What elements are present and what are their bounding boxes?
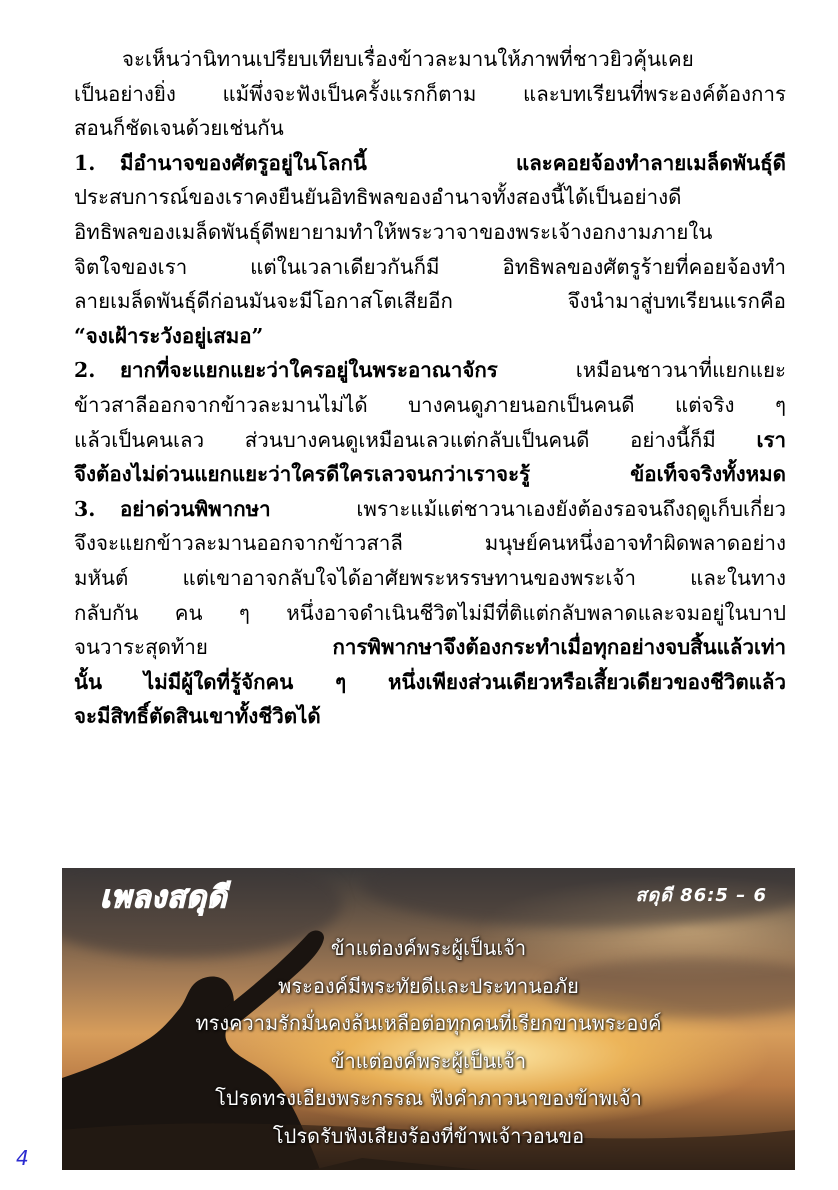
lesson-3-heading — [74, 492, 786, 527]
psalm-banner — [62, 868, 795, 1170]
lesson-1-emphasis: “จงเฝ้าระวังอยู่เสมอ” — [74, 323, 264, 348]
page-number: 4 — [16, 1146, 29, 1170]
lesson-2-line-2: ข้าวสาลีออกจากข้าวละมานไม่ได้ บางคนดูภายนอกเป็นคนดี แต่จริง ๆ — [74, 392, 786, 417]
psalm-line: โปรดทรงเอียงพระกรรณ ฟังคำภาวนาของข้าพเจ้า — [215, 1086, 642, 1110]
psalm-line: ข้าแต่องค์พระผู้เป็นเจ้า — [330, 1048, 527, 1073]
lesson-1-line-3: จิตใจของเรา แต่ในเวลาเดียวกันก็มี อิทธิพลของศัตรูร้ายที่คอยจ้องทำ — [74, 254, 786, 279]
psalm-line: ข้าแต่องค์พระผู้เป็นเจ้า — [330, 936, 527, 960]
lesson-1-line-4: ลายเมล็ดพันธุ์ดีก่อนมันจะมีโอกาสโตเสียอีก จึงนำมาสู่บทเรียนแรกคือ — [74, 289, 786, 314]
psalm-line: พระองค์มีพระทัยดีและประทานอภัย — [278, 973, 579, 998]
banner-title: เพลงสดุดี — [100, 880, 228, 915]
psalm-line: โปรดรับฟังเสียงร้องที่ข้าพเจ้าวอนขอ — [272, 1123, 585, 1148]
lesson-3-line-3: มหันต์ แต่เขาอาจกลับใจได้อาศัยพระหรรษทานของพระเจ้า และในทาง — [74, 565, 786, 590]
lesson-3-line-5-plain: จนวาระสุดท้าย — [74, 635, 333, 660]
psalm-reference: สดุดี 86:5 – 6 — [635, 885, 767, 906]
lesson-2-line-3-plain: แล้วเป็นคนเลว ส่วนบางคนดูเหมือนเลวแต่กลับเป็นคนดี อย่างนี้ก็มี — [74, 427, 757, 452]
lesson-2-heading-text: ยากที่จะแยกแยะว่าใครอยู่ในพระอาณาจักร — [120, 358, 498, 383]
lesson-1-heading — [74, 146, 786, 181]
lesson-2-number: 2. — [74, 358, 96, 383]
lesson-2-line-1-rest: เหมือนชาวนาที่แยกแยะ — [497, 358, 786, 383]
intro-line-3: สอนก็ชัดเจนด้วยเช่นกัน — [74, 116, 284, 141]
lesson-3-line-5 — [74, 630, 786, 665]
psalm-verses — [62, 930, 795, 1155]
lesson-2-line-3 — [74, 423, 786, 458]
lesson-2-line-4: จึงต้องไม่ด่วนแยกแยะว่าใครดีใครเลวจนกว่าเราจะรู้ ข้อเท็จจริงทั้งหมด — [74, 462, 786, 487]
lesson-1-number: 1. — [74, 150, 96, 175]
lesson-3-heading-text: อย่าด่วนพิพากษา — [120, 496, 271, 521]
lesson-3-line-7: จะมีสิทธิ์ตัดสินเขาทั้งชีวิตได้ — [74, 704, 321, 729]
lesson-2-line-3-bold: เรา — [756, 427, 786, 452]
psalm-line: ทรงความรักมั่นคงล้นเหลือต่อทุกคนที่เรียกขานพระองค์ — [195, 1011, 662, 1035]
lesson-1-heading-text: มีอำนาจของศัตรูอยู่ในโลกนี้ และคอยจ้องทำลายเมล็ดพันธุ์ดี — [120, 150, 786, 175]
lesson-3-line-5-bold: การพิพากษาจึงต้องกระทำเมื่อทุกอย่างจบสิ้นแล้วเท่า — [332, 635, 786, 660]
article-body — [74, 42, 786, 734]
intro-line-2: เป็นอย่างยิ่ง แม้พึ่งจะฟังเป็นครั้งแรกก็ตาม และบทเรียนที่พระองค์ต้องการ — [74, 81, 786, 106]
intro-line-1: จะเห็นว่านิทานเปรียบเทียบเรื่องข้าวละมานให้ภาพที่ชาวยิวคุ้นเคย — [122, 47, 694, 71]
lesson-3-line-1-rest: เพราะแม้แต่ชาวนาเองยังต้องรอจนถึงฤดูเก็บเกี่ยว — [270, 496, 786, 521]
lesson-1-line-2: อิทธิพลของเมล็ดพันธุ์ดีพยายามทำให้พระวาจาของพระเจ้างอกงามภายใน — [74, 219, 713, 244]
lesson-3-line-6: นั้น ไม่มีผู้ใดที่รู้จักคน ๆ หนึ่งเพียงส่วนเดียวหรือเสี้ยวเดียวของชีวิตแล้ว — [74, 669, 786, 694]
lesson-2-heading — [74, 353, 786, 388]
lesson-3-line-2: จึงจะแยกข้าวละมานออกจากข้าวสาลี มนุษย์คนหนึ่งอาจทำผิดพลาดอย่าง — [74, 531, 786, 556]
lesson-1-line-1: ประสบการณ์ของเราคงยืนยันอิทธิพลของอำนาจทั้งสองนี้ได้เป็นอย่างดี — [74, 185, 682, 210]
lesson-3-line-4: กลับกัน คน ๆ หนึ่งอาจดำเนินชีวิตไม่มีที่ติแต่กลับพลาดและจมอยู่ในบาป — [74, 600, 786, 625]
lesson-3-number: 3. — [74, 496, 96, 521]
